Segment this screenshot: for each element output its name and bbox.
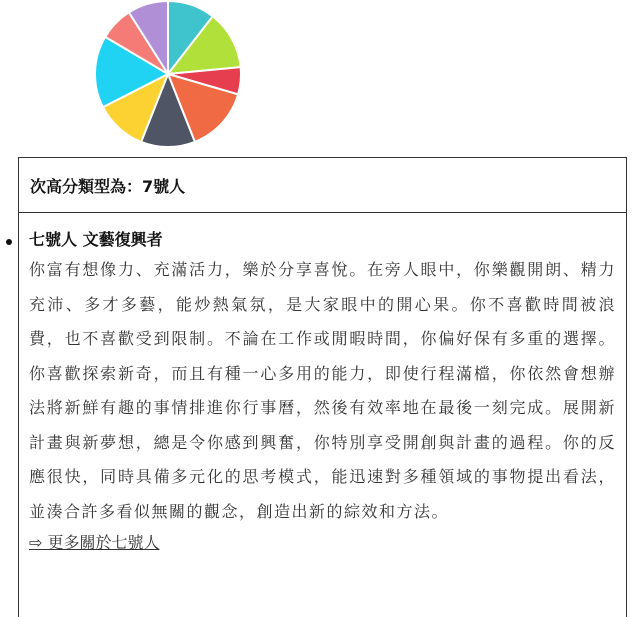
item-description: 你富有想像力、充滿活力，樂於分享喜悅。在旁人眼中，你樂觀開朗、精力充沛、多才多藝，能炒熱氣氛，是大家眼中的開心果。你不喜歡時間被浪費，也不喜歡受到限制。不論在工作或閒暇時間，你偏好保有多重的選擇。你喜歡探索新奇，而且有種一心多用的能力，即使行程滿檔，你依然會想辦法將新鮮有趣的事情排進你行事曆，然後有效率地在最後一刻完成。展開新計畫與新夢想，總是令你感到興奮，你特別享受開創與計畫的過程。你的反應很快，同時具備多元化的思考模式，能迅速對多種領域的事物提出看法，並湊合許多看似無關的觀念，創造出新的綜效和方法。 (29, 260, 616, 521)
result-card (18, 157, 627, 617)
pie-chart-svg (92, 0, 244, 150)
pie-chart (92, 0, 244, 150)
item-title: 七號人 文藝復興者 (29, 230, 163, 249)
card-body (19, 213, 626, 557)
section-title: 次高分類型為：7號人 (30, 176, 186, 196)
bullet-icon (6, 239, 12, 245)
card-header (19, 158, 626, 213)
more-about-link[interactable]: ⇨ 更多關於七號人 (29, 533, 160, 552)
